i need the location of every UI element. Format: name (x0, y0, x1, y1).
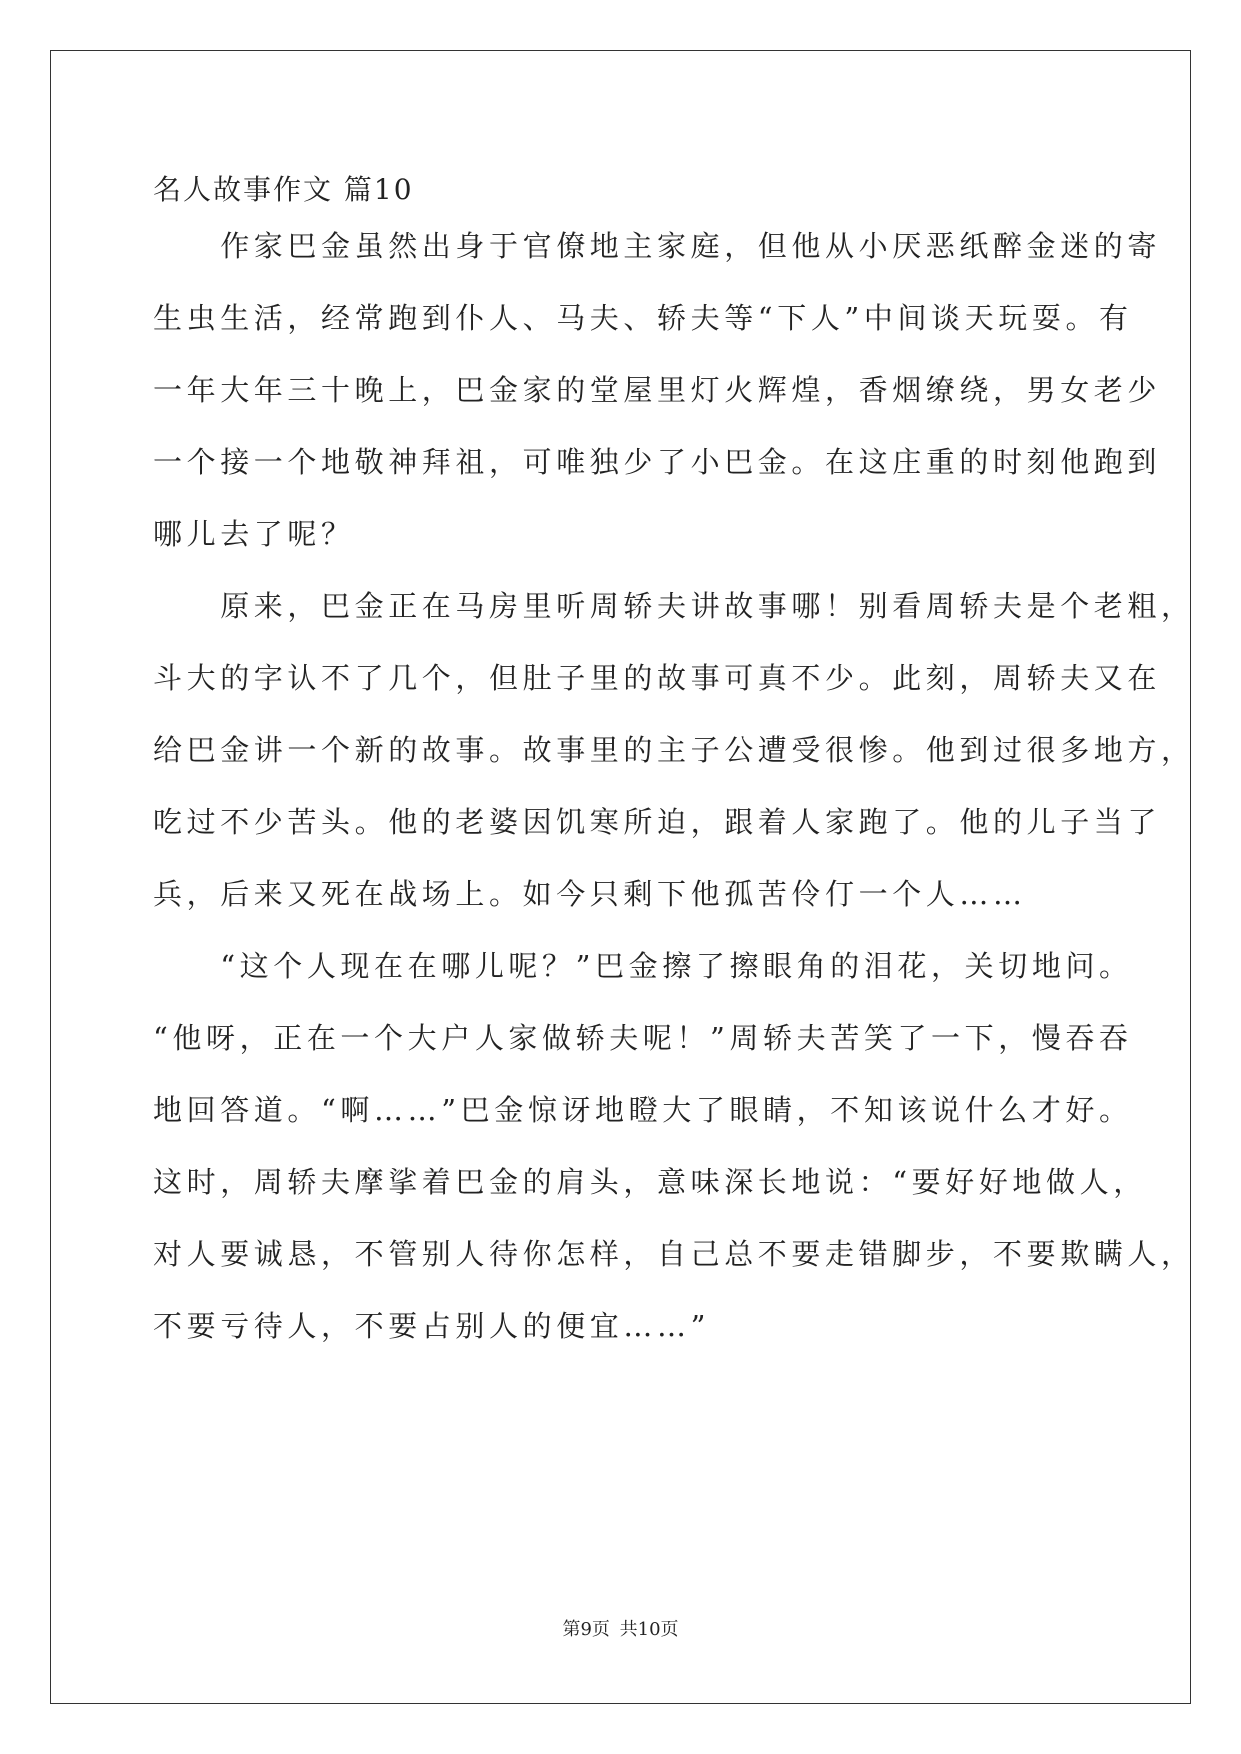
text-line: “他呀，正在一个大户人家做轿夫呢！”周轿夫苦笑了一下，慢吞吞 (153, 1021, 1133, 1055)
text-line: 作家巴金虽然出身于官僚地主家庭，但他从小厌恶纸醉金迷的寄 (153, 229, 1162, 263)
text-line: 一年大年三十晚上，巴金家的堂屋里灯火辉煌，香烟缭绕，男女老少 (153, 373, 1162, 407)
text-line: 这时，周轿夫摩挲着巴金的肩头，意味深长地说：“要好好地做人， (153, 1165, 1147, 1199)
text-line: 不要亏待人，不要占别人的便宜……” (153, 1309, 711, 1343)
text-line: 兵，后来又死在战场上。如今只剩下他孤苦伶仃一个人…… (153, 877, 1027, 911)
text-line: “这个人现在在哪儿呢？”巴金擦了擦眼角的泪花，关切地问。 (153, 949, 1133, 983)
text-line: 原来，巴金正在马房里听周轿夫讲故事哪！别看周轿夫是个老粗， (153, 589, 1195, 623)
page-number: 第9页 (562, 1619, 610, 1640)
text-line: 地回答道。“啊……”巴金惊讶地瞪大了眼睛，不知该说什么才好。 (153, 1093, 1133, 1127)
page-total: 共10页 (619, 1619, 679, 1640)
text-line: 一个接一个地敬神拜祖，可唯独少了小巴金。在这庄重的时刻他跑到 (153, 445, 1162, 479)
text-line: 斗大的字认不了几个，但肚子里的故事可真不少。此刻，周轿夫又在 (153, 661, 1162, 695)
text-line: 哪儿去了呢？ (153, 517, 355, 551)
text-line: 吃过不少苦头。他的老婆因饥寒所迫，跟着人家跑了。他的儿子当了 (153, 805, 1162, 839)
article-heading: 名人故事作文 篇10 (153, 173, 414, 206)
text-line: 生虫生活，经常跑到仆人、马夫、轿夫等“下人”中间谈天玩耍。有 (153, 301, 1133, 335)
page-footer (0, 1618, 1241, 1642)
text-line: 给巴金讲一个新的故事。故事里的主子公遭受很惨。他到过很多地方， (153, 733, 1195, 767)
text-line: 对人要诚恳，不管别人待你怎样，自己总不要走错脚步，不要欺瞒人， (153, 1237, 1195, 1271)
